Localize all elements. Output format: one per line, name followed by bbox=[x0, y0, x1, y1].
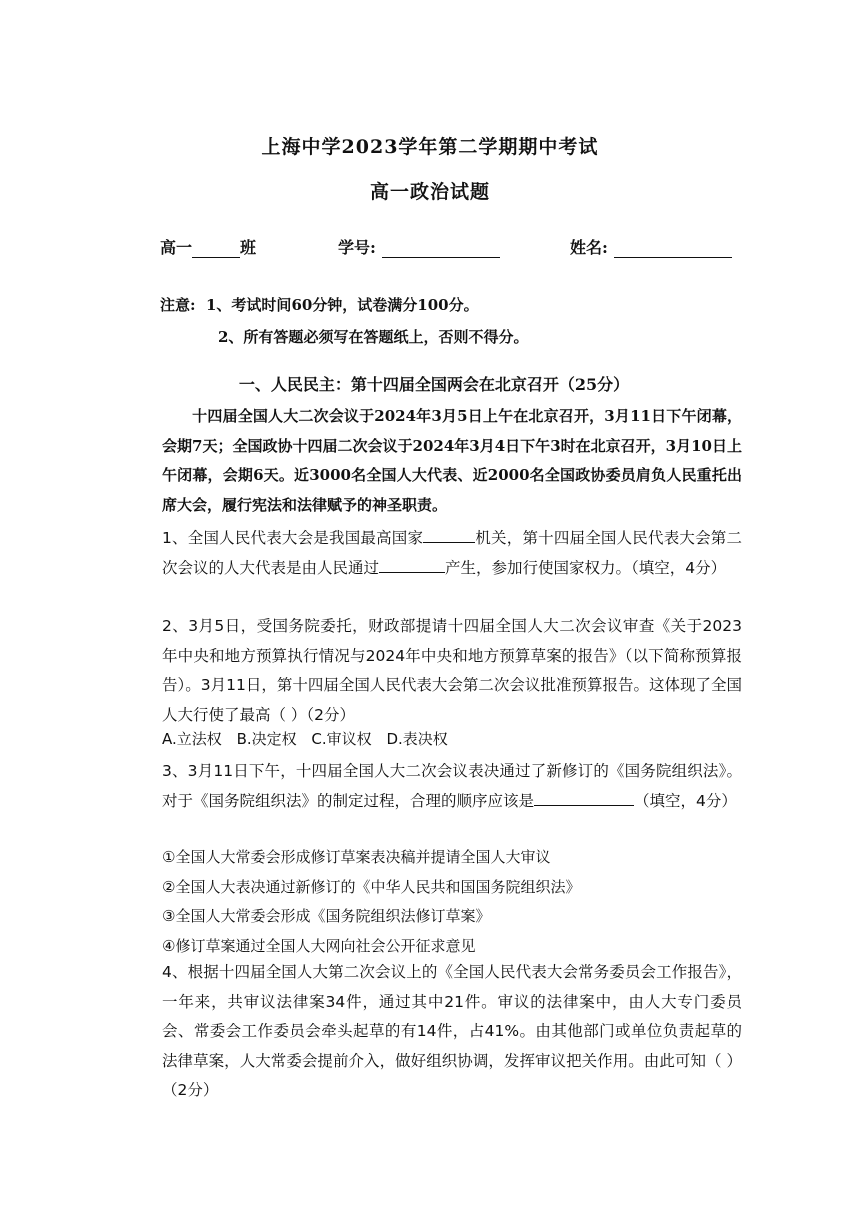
question-2: 2、3月5日，受国务院委托，财政部提请十四届全国人大二次会议审查《关于2023年中央和地方预算执行情况与2024年中央和地方预算草案的报告》（以下简称预算报告）。3月11日，第十四届全国人民代表大会第二次会议批准预算报告。这体现了全国人大行使了最高（ ）（2分） bbox=[162, 617, 742, 724]
q3-step: ②全国人大表决通过新修订的《中华人民共和国国务院组织法》 bbox=[162, 877, 581, 896]
student-id-field bbox=[338, 235, 500, 258]
option-c[interactable]: C.审议权 bbox=[311, 730, 372, 748]
grade-blank[interactable] bbox=[192, 243, 240, 258]
grade-field bbox=[160, 235, 256, 258]
question-4: 4、根据十四届全国人大第二次会议上的《全国人民代表大会常务委员会工作报告》，一年来，共审议法律案34件，通过其中21件。审议的法律案中，由人大专门委员会、常委会工作委员会牵头起草的有14件，占41%。由其他部门或单位负责起草的法律草案，人大常委会提前介入，做好组织协调，发挥审议把关作用。由此可知（ ）（2分） bbox=[162, 963, 742, 1100]
name-label: 姓名: bbox=[570, 238, 608, 257]
section-intro bbox=[162, 402, 742, 520]
option-d[interactable]: D.表决权 bbox=[386, 730, 448, 748]
q3-text-b: （填空，4分） bbox=[634, 791, 737, 810]
q3-step: ④修订草案通过全国人大网向社会公开征求意见 bbox=[162, 936, 476, 955]
q1-text-b: 机关，第十四届全国人民代表大会第二次会议的人大代表是由人民通过 bbox=[162, 529, 742, 577]
q3-text-a: 3、3月11日下午，十四届全国人大二次会议表决通过了新修订的《国务院组织法》。对于《国务院组织法》的制定过程，合理的顺序应该是 bbox=[162, 762, 742, 810]
exam-title: 上海中学2023学年第二学期期中考试 bbox=[261, 136, 599, 158]
q3-steps bbox=[162, 843, 580, 961]
grade-label: 高一 bbox=[160, 238, 193, 257]
question-3 bbox=[162, 757, 742, 816]
q1-text-c: 产生，参加行使国家权力。（填空，4分） bbox=[445, 558, 727, 577]
exam-notes bbox=[160, 289, 528, 353]
section-heading: 一、人民民主：第十四届全国两会在北京召开（25分） bbox=[238, 375, 630, 394]
notes-prefix: 注意: bbox=[160, 296, 196, 314]
student-id-blank[interactable] bbox=[382, 243, 500, 258]
option-b[interactable]: B.决定权 bbox=[236, 730, 297, 748]
q3-blank[interactable] bbox=[534, 791, 634, 806]
note-item: 1、考试时间60分钟，试卷满分100分。 bbox=[206, 296, 479, 314]
name-field bbox=[570, 235, 732, 258]
exam-subtitle: 高一政治试题 bbox=[369, 181, 490, 203]
note-item: 2、所有答题必须写在答题纸上，否则不得分。 bbox=[218, 328, 529, 346]
q2-options bbox=[162, 728, 458, 749]
option-a[interactable]: A.立法权 bbox=[162, 730, 222, 748]
q1-blank-2[interactable] bbox=[379, 558, 445, 573]
name-blank[interactable] bbox=[614, 243, 732, 258]
question-1 bbox=[162, 524, 742, 583]
intro-text: 十四届全国人大二次会议于2024年3月5日上午在北京召开，3月11日下午闭幕，会期7天；全国政协十四届二次会议于2024年3月4日下午3时在北京召开，3月10日上午闭幕，会期6天。近3000名全国人大代表、近2000名全国政协委员肩负人民重托出席大会，履行宪法和法律赋予的神圣职责。 bbox=[162, 407, 742, 514]
q3-step: ③全国人大常委会形成《国务院组织法修订草案》 bbox=[162, 907, 491, 925]
q3-step: ①全国人大常委会形成修订草案表决稿并提请全国人大审议 bbox=[162, 848, 551, 866]
q1-blank-1[interactable] bbox=[423, 528, 475, 543]
class-label: 班 bbox=[240, 238, 257, 257]
student-id-label: 学号: bbox=[338, 238, 376, 257]
q1-text-a: 1、全国人民代表大会是我国最高国家 bbox=[162, 529, 424, 547]
